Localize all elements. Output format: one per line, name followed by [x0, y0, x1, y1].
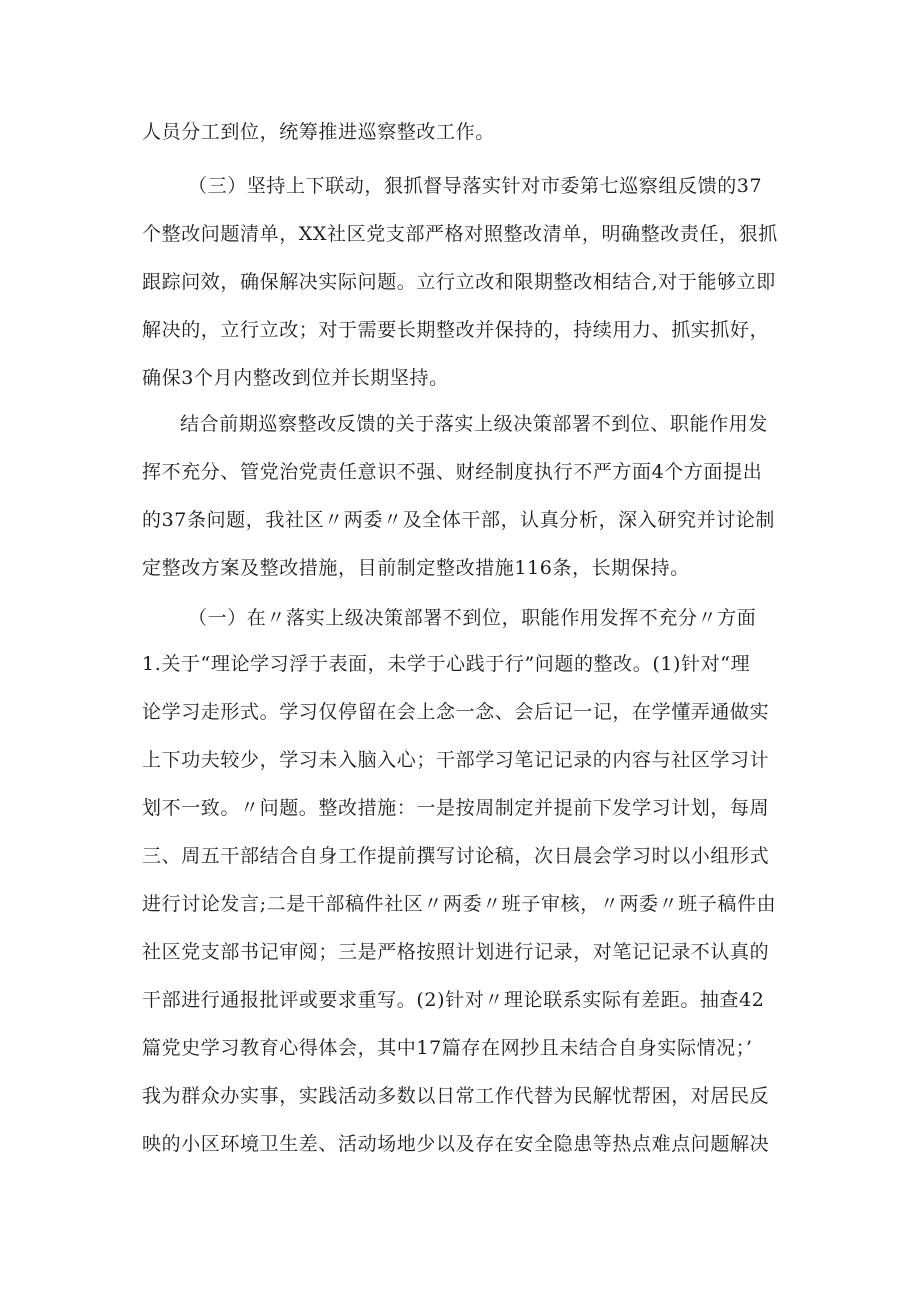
text-line: 三、周五干部结合自身工作提前撰写讨论稿，次日晨会学习时以小组形式 — [142, 845, 770, 867]
text-line: 确保3个月内整改到位并长期坚持。 — [142, 367, 449, 389]
text-line: （一）在〃落实上级决策部署不到位，职能作用发挥不充分〃方面 — [188, 607, 757, 629]
text-line: （三）坚持上下联动，狠抓督导落实针对市委第七巡察组反馈的37 — [188, 175, 763, 197]
text-line: 定整改方案及整改措施，目前制定整改措施116条，长期保持。 — [142, 557, 690, 579]
text-line: 篇党史学习教育心得体会，其中17篇存在网抄且未结合自身实际情况；’ — [142, 1037, 753, 1059]
text-line: 跟踪问效，确保解决实际问题。立行立改和限期整改相结合,对于能够立即 — [142, 271, 776, 293]
text-line: 结合前期巡察整改反馈的关于落实上级决策部署不到位、职能作用发 — [180, 413, 769, 435]
text-line: 映的小区环境卫生差、活动场地少以及存在安全隐患等热点难点问题解决 — [142, 1133, 770, 1155]
text-line: 解决的，立行立改；对于需要长期整改并保持的，持续用力、抓实抓好， — [142, 319, 770, 341]
text-line: 我为群众办实事，实践活动多数以日常工作代替为民解忧帮困，对居民反 — [142, 1085, 770, 1107]
text-line: 个整改问题清单，XX社区党支部严格对照整改清单，明确整改责任，狠抓 — [142, 223, 778, 245]
text-line: 干部进行通报批评或要求重写。(2)针对〃理论联系实际有差距。抽查42 — [142, 989, 765, 1011]
text-line: 挥不充分、管党治党责任意识不强、财经制度执行不严方面4个方面提出 — [142, 461, 763, 483]
text-line: 1.关于“理论学习浮于表面，未学于心践于行”问题的整改。(1)针对“理 — [142, 653, 751, 675]
text-line: 划不一致。〃问题。整改措施：一是按周制定并提前下发学习计划，每周 — [142, 797, 770, 819]
text-line: 的37条问题，我社区〃两委〃及全体干部，认真分析，深入研究并讨论制 — [142, 509, 775, 531]
text-line: 论学习走形式。学习仅停留在会上念一念、会后记一记，在学懂弄通做实 — [142, 701, 770, 723]
text-line: 社区党支部书记审阅；三是严格按照计划进行记录，对笔记记录不认真的 — [142, 941, 770, 963]
text-line: 进行讨论发言;二是干部稿件社区〃两委〃班子审核，〃两委〃班子稿件由 — [142, 893, 777, 915]
text-line: 人员分工到位，统筹推进巡察整改工作。 — [142, 121, 495, 143]
text-line: 上下功夫较少，学习未入脑入心；干部学习笔记记录的内容与社区学习计 — [142, 749, 770, 771]
